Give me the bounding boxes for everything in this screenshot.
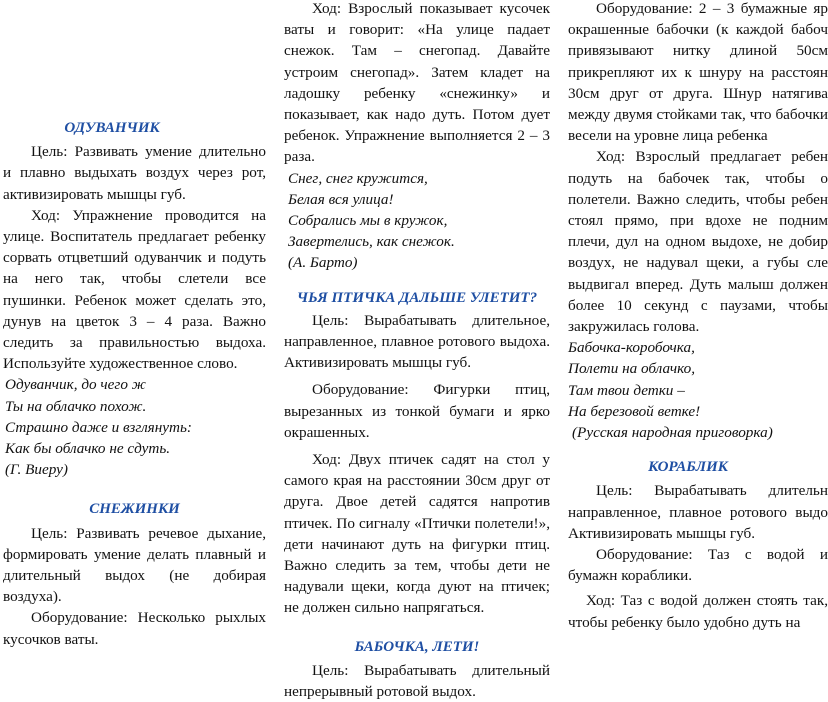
ptichka-equipment: Оборудование: Фигурки птиц, вырезанных из тонкой бумаги и ярко окрашенных. bbox=[284, 381, 550, 441]
heading-korablik: КОРАБЛИК bbox=[648, 459, 728, 476]
snezhinki-procedure: Ход: Взрослый показывает кусочек ваты и говорит: «На улице падает снежок. Там – снегопад. Давайте устроим снегопад». Затем кладет на ладошку ребенку «снежинку» и показывает, как надо дуть. Потом дует ребенок. Упражнение выполняется 2 – 3 раза. bbox=[284, 0, 550, 166]
poem-line: Одуванчик, до чего ж bbox=[5, 376, 146, 394]
oduvanchik-goal: Цель: Развивать умение длительно и плавно выдыхать воздух через рот, активизировать мышцы губ. bbox=[3, 143, 266, 203]
poem-author: (Русская народная приговорка) bbox=[572, 424, 773, 442]
poem-line: Ты на облачко похож. bbox=[5, 397, 147, 415]
heading-babochka: БАБОЧКА, ЛЕТИ! bbox=[354, 638, 480, 655]
korablik-equipment: Оборудование: Таз с водой и бумажн кораблики. bbox=[568, 546, 828, 585]
column-middle bbox=[284, 0, 550, 702]
heading-chya-ptichka: ЧЬЯ ПТИЧКА ДАЛЬШЕ УЛЕТИТ? bbox=[296, 289, 538, 306]
column-right bbox=[568, 0, 828, 631]
babochka-equipment: Оборудование: 2 – 3 бумажные яр окрашенные бабочки (к каждой бабоч привязывают нитку длиной 50см прикрепляют их к шнуру на расстоян 30см друг от друга. Шнур натягива между двумя стойками так, что бабочки весели на уровне лица ребенка bbox=[568, 0, 828, 145]
poem-line: На березовой ветке! bbox=[568, 402, 701, 420]
oduvanchik-procedure: Ход: Упражнение проводится на улице. Воспитатель предлагает ребенку сорвать отцветший одуванчик и подуть на него так, чтобы слетели все пушинки. Ребенок может сделать это, дунув на цветок 3 – 4 раза. Важно следить за правильностью выдоха. Используйте художественное слово. bbox=[3, 206, 266, 373]
korablik-procedure: Ход: Таз с водой должен стоять так, чтобы ребенку было удобно дуть на bbox=[568, 592, 828, 631]
poem-line: Страшно даже и взглянуть: bbox=[5, 418, 192, 436]
poem-line: Бабочка-коробочка, bbox=[568, 339, 695, 357]
ptichka-goal: Цель: Вырабатывать длительное, направленное, плавное ротового выдоха. Активизировать мышцы губ. bbox=[284, 311, 550, 372]
ptichka-procedure: Ход: Двух птичек садят на стол у самого края на расстоянии 30см друг от друга. Двое детей садятся напротив птичек. По сигналу «Птички полетели!», дети начинают дуть на фигурки птиц. Важно следить за тем, чтобы дети не надували щеки, когда дуют на птичек; не должен сильно напрягаться. bbox=[284, 451, 550, 617]
heading-snezhinki: СНЕЖИНКИ bbox=[89, 501, 180, 518]
poem-line: Собрались мы в кружок, bbox=[288, 212, 448, 230]
poem-line: Как бы облачко не сдуть. bbox=[5, 440, 171, 458]
column-left bbox=[3, 0, 266, 650]
poem-line: Там твои детки – bbox=[568, 381, 685, 399]
poem-author: (Г. Виеру) bbox=[5, 461, 68, 479]
snezhinki-goal: Цель: Развивать речевое дыхание, формировать умение делать плавный и длительный выдох (не добирая воздуха). bbox=[3, 524, 266, 606]
snezhinki-equipment: Оборудование: Несколько рыхлых кусочков ваты. bbox=[3, 609, 266, 648]
poem-line: Полети на облачко, bbox=[568, 360, 696, 378]
babochka-goal: Цель: Вырабатывать длительный непрерывный ротовой выдох. bbox=[284, 661, 550, 701]
korablik-goal: Цель: Вырабатывать длительн направленное, плавное ротового выдо Активизировать мышцы губ. bbox=[568, 482, 828, 542]
poem-line: Снег, снег кружится, bbox=[288, 169, 428, 187]
babochka-procedure: Ход: Взрослый предлагает ребен подуть на бабочек так, чтобы о полетели. Важно следить, чтобы ребен стоял прямо, при вдохе не подним плечи, дул на одном выдохе, не добир воздух, не надувал щеки, а губы сле выдвигал вперед. Дуть малыш должен более 10 секунд с паузами, чтобы закружилась голова. bbox=[568, 148, 828, 336]
poem-author: (А. Барто) bbox=[288, 254, 358, 272]
poem-line: Завертелись, как снежок. bbox=[288, 233, 455, 251]
poem-line: Белая вся улица! bbox=[288, 190, 394, 208]
heading-oduvanchik: ОДУВАНЧИК bbox=[64, 120, 160, 136]
